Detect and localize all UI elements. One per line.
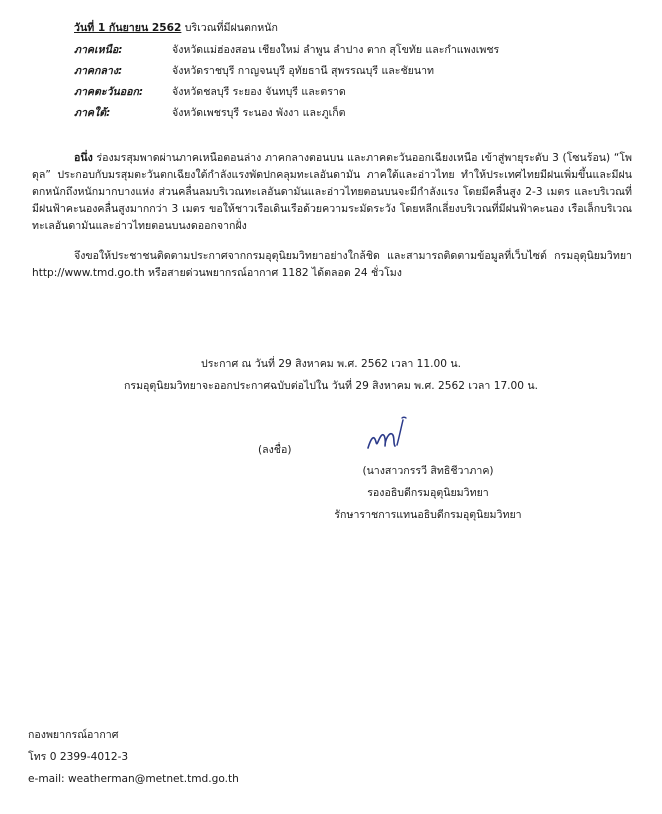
advice-paragraph: จึงขอให้ประชาชนติดตามประกาศจากกรมอุตุนิยมวิทยาอย่างใกล้ชิด และสามารถติดตามข้อมูลที่เว็บไซต์ กรมอุตุนิยมวิทยา http://www.tmd.go.th หรือสายด่วนพยากรณ์อากาศ 1182 ได้ตลอด 24 ชั่วโมง xyxy=(32,250,632,279)
region-row-south xyxy=(74,103,499,124)
region-row-north xyxy=(74,40,499,61)
region-list xyxy=(74,40,499,124)
region-name: ภาคกลาง: xyxy=(74,65,123,77)
paragraph-body-text: ร่องมรสุมพาดผ่านภาคเหนือตอนล่าง ภาคกลางตอนบน และภาคตะวันออกเฉียงเหนือ เข้าสู่พายุระดับ 3 (โซนร้อน) “โพดุล” ประกอบกับมรสุมตะวันตกเฉียงใต้กำลังแรงพัดปกคลุมทะเลอันดามัน ภาคใต้และอ่าวไทย ทำให้ประเทศไทยมีฝนเพิ่มขึ้นและมีฝนตกหนักถึงหนักมากบางแห่ง ส่วนคลื่นลมบริเวณทะเลอันดามันและอ่าวไทยตอนบนจะมีกำลังแรง โดยมีคลื่นสูง 2-3 เมตร และบริเวณที่มีฝนฟ้าคะนองคลื่นสูงมากกว่า 3 เมตร ขอให้ชาวเรือเดินเรือด้วยความระมัดระวัง โดยหลีกเลี่ยงบริเวณที่มีฝนฟ้าคะนอง เรือเล็กบริเวณทะเลอันดามันและอ่าวไทยตอนบนงดออกจากฝั่ง xyxy=(32,152,632,232)
signature-label: (ลงชื่อ) xyxy=(258,444,292,456)
region-row-east xyxy=(74,82,499,103)
heavy-rain-date-line xyxy=(74,20,278,37)
region-name: ภาคเหนือ: xyxy=(74,44,123,56)
signer-name: (นางสาวกรรวี สิทธิชีวาภาค) xyxy=(362,465,494,477)
issued-time-line: ประกาศ ณ วันที่ 29 สิงหาคม พ.ศ. 2562 เวลา 11.00 น. xyxy=(201,358,461,370)
weather-situation-paragraph xyxy=(32,150,632,235)
region-provinces: จังหวัดชลบุรี ระยอง จันทบุรี และตราด xyxy=(172,86,346,98)
footer-organization: กองพยากรณ์อากาศ xyxy=(28,729,119,741)
region-provinces: จังหวัดแม่ฮ่องสอน เชียงใหม่ ลำพูน ลำปาง ตาก สุโขทัย และกำแพงเพชร xyxy=(172,44,500,56)
region-provinces: จังหวัดเพชรบุรี ระนอง พังงา และภูเก็ต xyxy=(172,107,346,119)
heavy-rain-area-label: บริเวณที่มีฝนตกหนัก xyxy=(184,22,278,34)
region-row-central xyxy=(74,61,499,82)
footer-email: e-mail: weatherman@metnet.tmd.go.th xyxy=(28,773,239,785)
region-name: ภาคตะวันออก: xyxy=(74,86,144,98)
signer-acting-position: รักษาราชการแทนอธิบดีกรมอุตุนิยมวิทยา xyxy=(334,509,522,521)
signer-position: รองอธิบดีกรมอุตุนิยมวิทยา xyxy=(367,487,489,499)
region-provinces: จังหวัดราชบุรี กาญจนบุรี อุทัยธานี สุพรรณบุรี และชัยนาท xyxy=(172,65,435,77)
paragraph-lead-word: อนึ่ง xyxy=(74,152,93,164)
footer-phone: โทร 0 2399-4012-3 xyxy=(28,751,129,763)
region-name: ภาคใต้: xyxy=(74,107,111,119)
handwritten-signature xyxy=(362,414,410,458)
next-announcement-line: กรมอุตุนิยมวิทยาจะออกประกาศฉบับต่อไปใน วันที่ 29 สิงหาคม พ.ศ. 2562 เวลา 17.00 น. xyxy=(123,380,539,392)
forecast-date: วันที่ 1 กันยายน 2562 xyxy=(74,22,182,34)
